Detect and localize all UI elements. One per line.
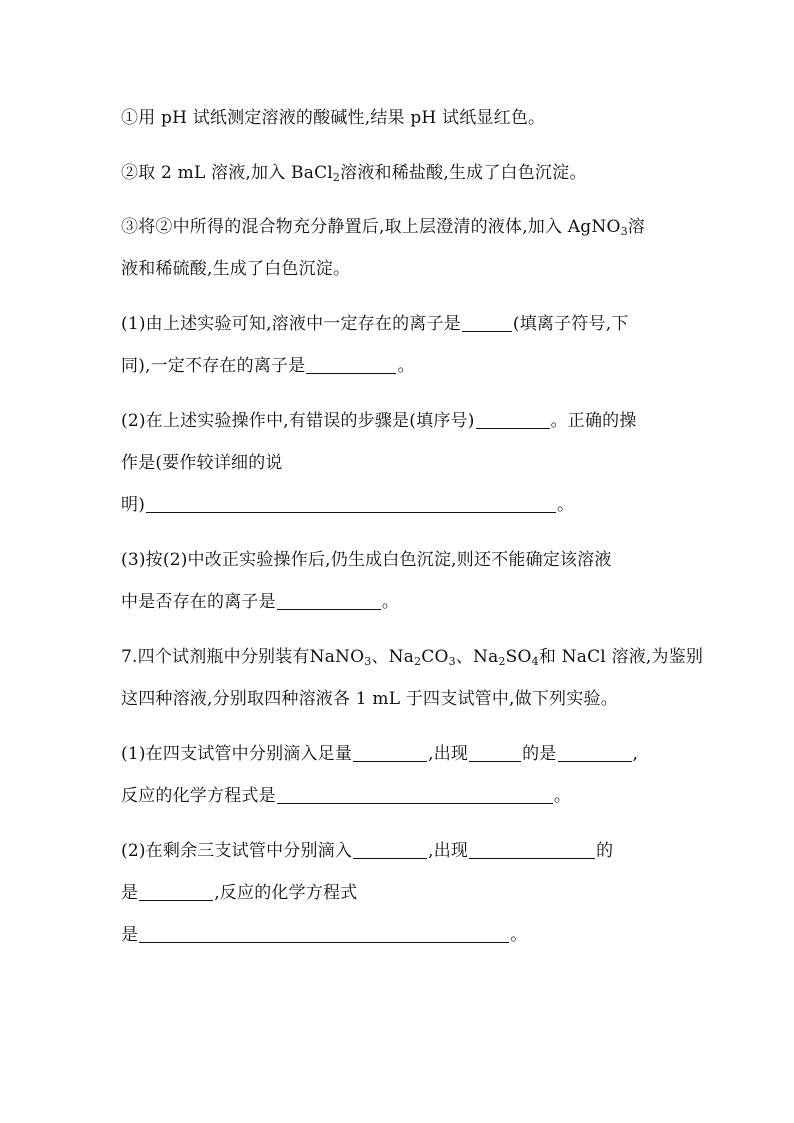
- question-3-continued: 中是否存在的离子是 。: [121, 592, 400, 612]
- problem-7-question-2: (2)在剩余三支试管中分别滴入 ,出现 的: [121, 841, 614, 861]
- answer-blank[interactable]: [558, 745, 632, 762]
- answer-blank[interactable]: [469, 842, 595, 859]
- problem-7-question-1: (1)在四支试管中分别滴入足量 ,出现 的是 ,: [121, 744, 639, 764]
- answer-blank[interactable]: [139, 884, 213, 901]
- question-2-text: (2)在上述实验操作中,有错误的步骤是(填序号) 。正确的操: [121, 411, 637, 431]
- question-2-explanation: 明) 。: [121, 495, 575, 515]
- question-1-text: (1)由上述实验可知,溶液中一定存在的离子是 (填离子符号,下: [121, 314, 629, 334]
- problem-7-continued: 这四种溶液,分别取四种溶液各 1 mL 于四支试管中,做下列实验。: [121, 689, 618, 709]
- step-1-text: ①用 pH 试纸测定溶液的酸碱性,结果 pH 试纸显红色。: [121, 108, 546, 128]
- answer-blank[interactable]: [353, 745, 427, 762]
- answer-blank[interactable]: [277, 593, 381, 610]
- answer-blank[interactable]: [306, 357, 396, 374]
- answer-blank[interactable]: [139, 926, 509, 943]
- step-3-text: ③将②中所得的混合物充分静置后,取上层澄清的液体,加入 AgNO$_3$溶: [121, 217, 645, 238]
- problem-7-text: 7.四个试剂瓶中分别装有NaNO$_3$、$Na_2CO_3$、$Na_2SO_4$和 NaCl 溶液,为鉴别: [121, 647, 704, 668]
- question-1-continued: 同),一定不存在的离子是 。: [121, 356, 415, 376]
- answer-blank[interactable]: [146, 496, 556, 513]
- question-3-text: (3)按(2)中改正实验操作后,仍生成白色沉淀,则还不能确定该溶液: [121, 550, 612, 570]
- answer-blank[interactable]: [277, 787, 553, 804]
- answer-blank[interactable]: [462, 315, 512, 332]
- problem-7-question-2-continued: 是 ,反应的化学方程式: [121, 883, 358, 903]
- step-2-text: ②取 2 mL 溶液,加入 BaCl$_2$溶液和稀盐酸,生成了白色沉淀。: [121, 163, 587, 184]
- question-2-continued: 作是(要作较详细的说: [121, 453, 283, 473]
- problem-7-question-1-continued: 反应的化学方程式是 。: [121, 786, 572, 806]
- step-3-continued: 液和稀硫酸,生成了白色沉淀。: [121, 259, 351, 279]
- answer-blank[interactable]: [353, 842, 427, 859]
- problem-7-question-2-equation: 是 。: [121, 925, 528, 945]
- answer-blank[interactable]: [476, 412, 550, 429]
- answer-blank[interactable]: [469, 745, 521, 762]
